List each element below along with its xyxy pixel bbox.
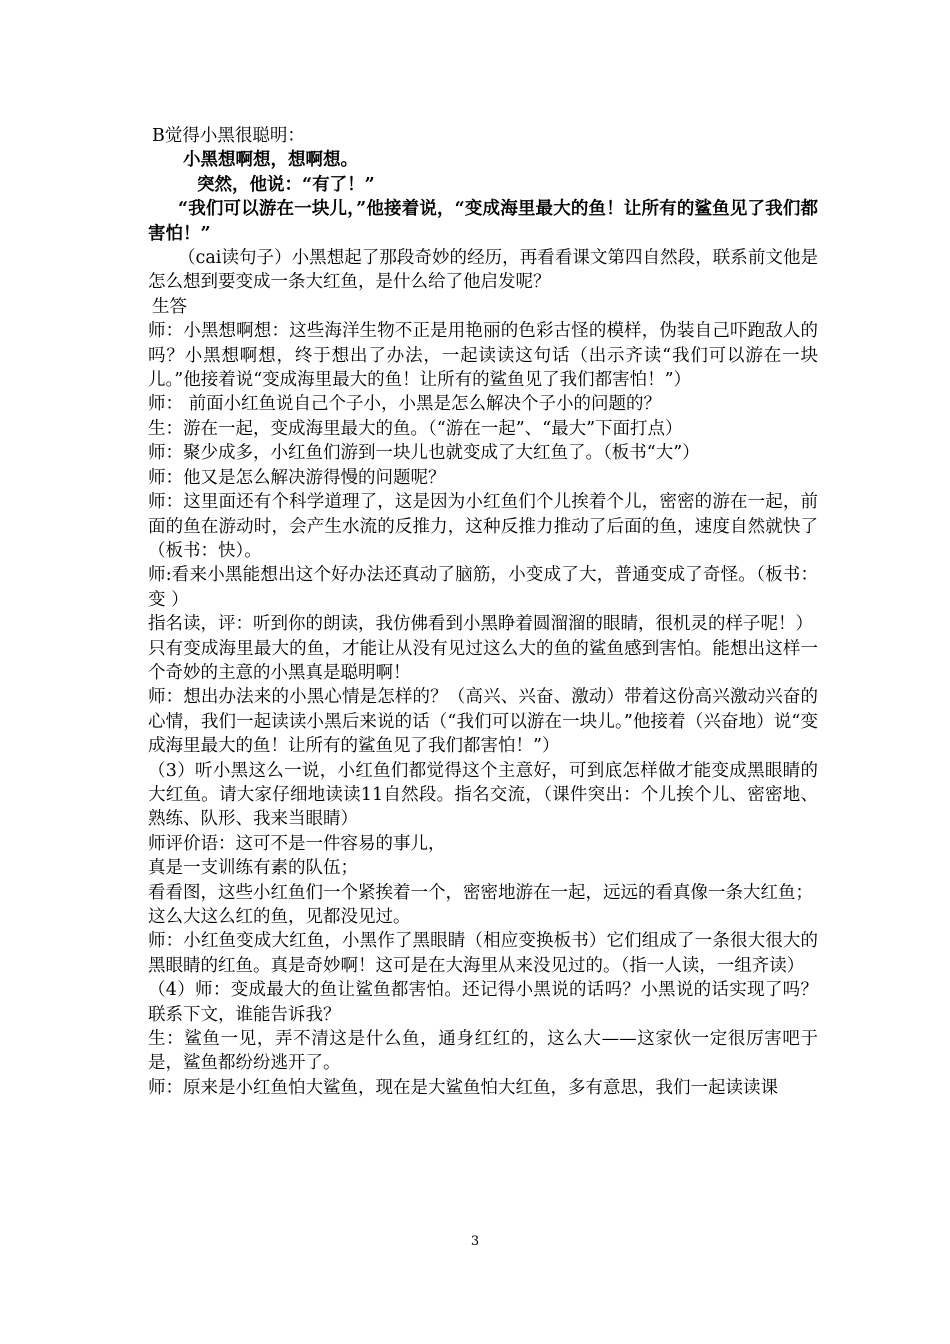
paragraph: 这么大这么红的鱼，见都没见过。: [148, 907, 411, 927]
paragraph-bold: 突然，他说：“有了！”: [197, 174, 375, 195]
paragraph-bold: 小黑想啊想，想啊想。: [183, 150, 358, 171]
paragraph: 师：聚少成多，小红鱼们游到一块儿也就变成了大红鱼了。（板书“大”）: [148, 443, 700, 464]
paragraph: 师：小红鱼变成大红鱼，小黑作了黑眼睛（相应变换板书）它们组成了一条很大很大的黑眼睛的红鱼。真是奇妙啊！这可是在大海里从来没见过的。（指一人读，一组齐读）: [148, 931, 818, 976]
paragraph: 师评价语：这可不是一件容易的事儿，: [148, 833, 446, 854]
page-number: 3: [470, 1234, 480, 1249]
paragraph: 师：他又是怎么解决游得慢的问题呢？: [148, 467, 446, 488]
paragraph: 真是一支训练有素的队伍；: [148, 858, 358, 879]
paragraph: 只有变成海里最大的鱼，才能让从没有见过这么大的鱼的鲨鱼感到害怕。能想出这样一个奇妙的主意的小黑真是聪明啊！: [148, 638, 818, 683]
paragraph: （4）师：变成最大的鱼让鲨鱼都害怕。还记得小黑说的话吗？小黑说的话实现了吗？联系下文，谁能告诉我？: [148, 980, 818, 1025]
paragraph: 师:看来小黑能想出这个好办法还真动了脑筋，小变成了大，普通变成了奇怪。（板书： 变 ）: [148, 565, 818, 610]
paragraph: 师：想出办法来的小黑心情是怎样的？（高兴、兴奋、激动）带着这份高兴激动兴奋的心情，我们一起读读小黑后来说的话（“我们可以游在一块儿。”他接着（兴奋地）说“变成海里最大的鱼！让所有的鲨鱼见了我们都害怕！”）: [148, 687, 818, 757]
paragraph: 生答: [152, 296, 187, 317]
paragraph: 师：小黑想啊想：这些海洋生物不正是用艳丽的色彩古怪的模样，伪装自己吓跑敌人的吗？小黑想啊想，终于想出了办法，一起读读这句话（出示齐读“我们可以游在一块儿。”他接着说“变成海里最大的鱼！让所有的鲨鱼见了我们都害怕！”）: [148, 321, 818, 391]
paragraph: 师： 前面小红鱼说自己个子小，小黑是怎么解决个子小的问题的？: [148, 394, 662, 415]
paragraph: 师：原来是小红鱼怕大鲨鱼，现在是大鲨鱼怕大红鱼，多有意思，我们一起读读课: [148, 1077, 778, 1098]
paragraph: （3）听小黑这么一说，小红鱼们都觉得这个主意好，可到底怎样做才能变成黑眼睛的大红鱼。请大家仔细地读读11自然段。指名交流，（课件突出：个儿挨个儿、密密地、熟练、队形、我来当眼睛）: [148, 760, 818, 830]
paragraph: 看看图，这些小红鱼们一个紧挨着一个，密密地游在一起，远远的看真像一条大红鱼；: [148, 882, 813, 903]
paragraph: 生：鲨鱼一见，弄不清这是什么鱼，通身红红的，这么大——这家伙一定很厉害吧于是，鲨鱼都纷纷逃开了。: [148, 1029, 818, 1074]
paragraph: （cai读句子）小黑想起了那段奇妙的经历，再看看课文第四自然段，联系前文他是怎么想到要变成一条大红鱼，是什么给了他启发呢？: [148, 248, 818, 293]
paragraph: 指名读，评：听到你的朗读，我仿佛看到小黑睁着圆溜溜的眼睛，很机灵的样子呢！）: [148, 614, 813, 635]
paragraph: 生：游在一起，变成海里最大的鱼。（“游在一起”、“最大”下面打点）: [148, 418, 683, 439]
paragraph: B觉得小黑很聪明：: [152, 126, 305, 146]
paragraph-bold: “我们可以游在一块儿，”他接着说，“变成海里最大的鱼！让所有的鲨鱼见了我们都害怕！”: [148, 199, 818, 244]
document-body: [148, 124, 818, 1100]
paragraph: 师：这里面还有个科学道理了，这是因为小红鱼们个儿挨着个儿，密密的游在一起，前面的鱼在游动时，会产生水流的反推力，这种反推力推动了后面的鱼，速度自然就快了（板书：快）。: [148, 492, 818, 561]
